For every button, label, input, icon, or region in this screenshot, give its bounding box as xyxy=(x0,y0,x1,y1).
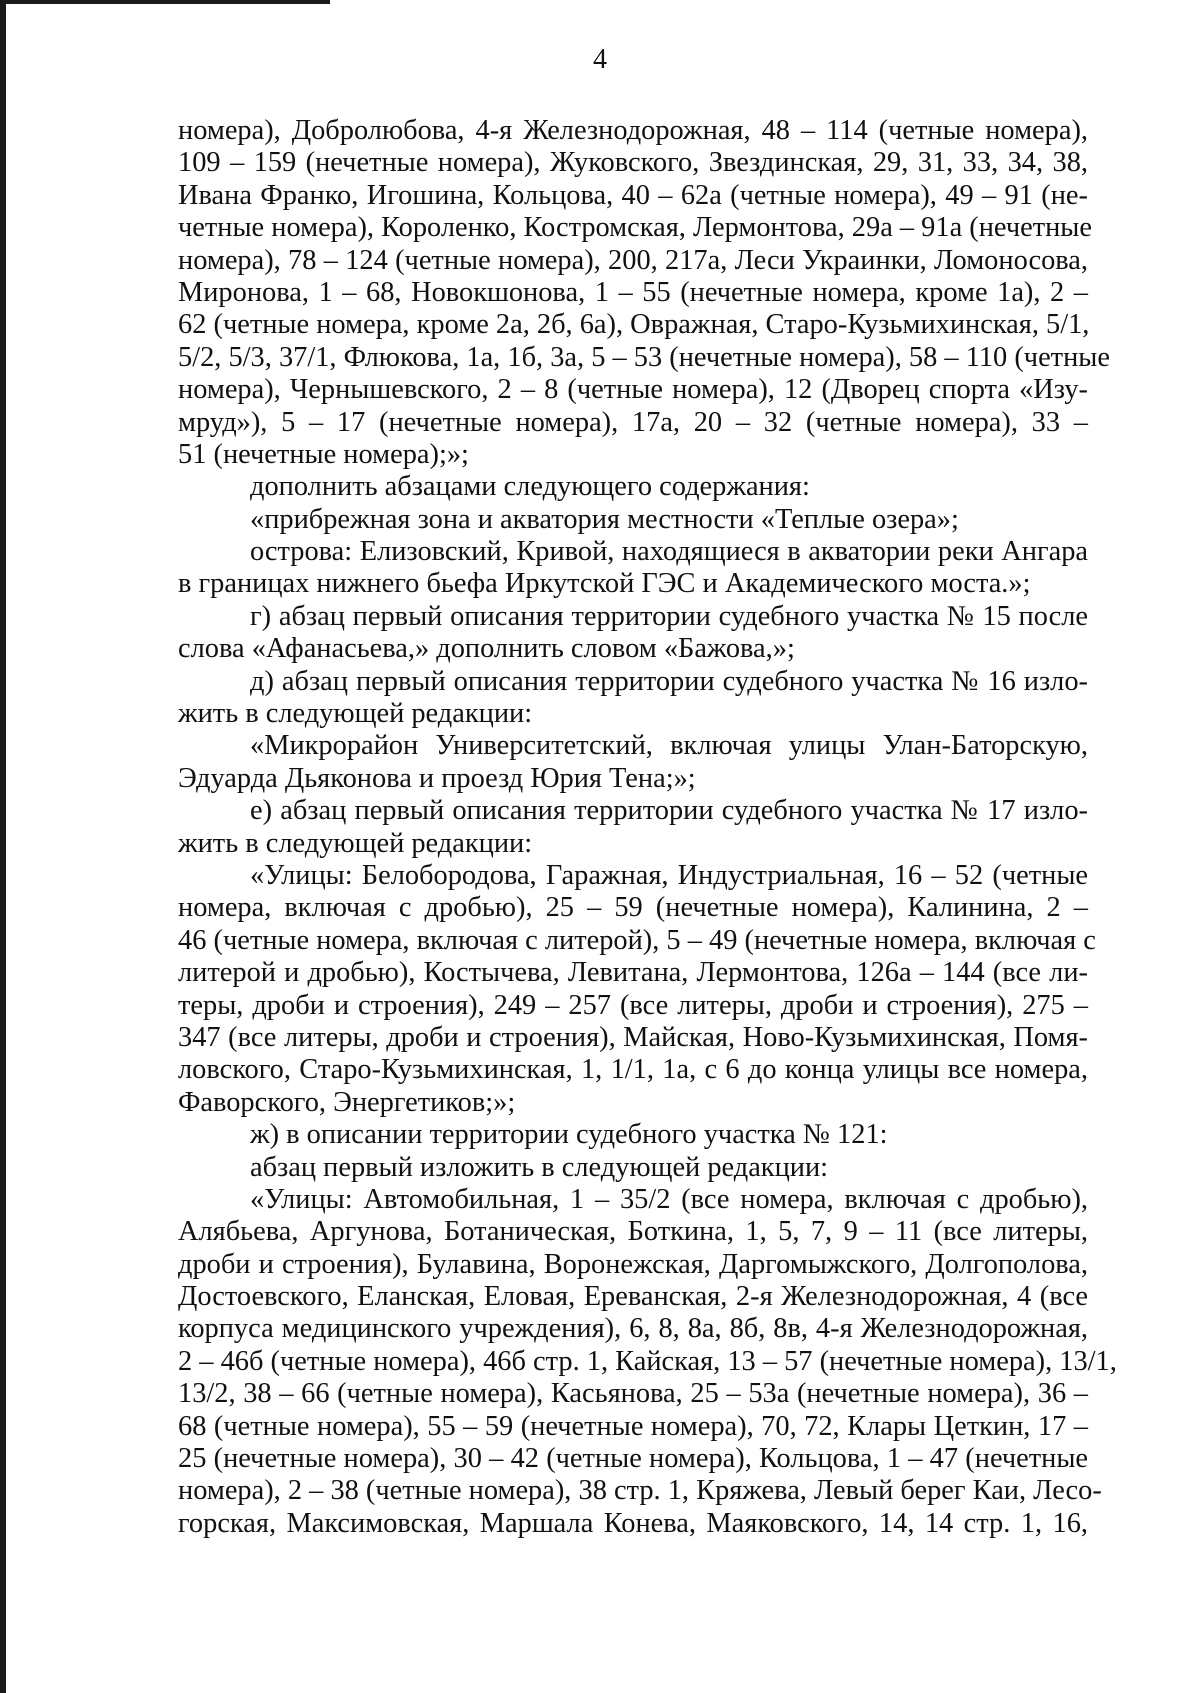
text-line: Алябьева, Аргунова, Ботаническая, Боткина, 1, 5, 7, 9 – 11 (все литеры, xyxy=(178,1216,1088,1248)
text-line: «Улицы: Белобородова, Гаражная, Индустриальная, 16 – 52 (четные xyxy=(250,859,1088,891)
text-line: номера), 78 – 124 (четные номера), 200, 217а, Леси Украинки, Ломоносова, xyxy=(178,244,1088,276)
text-line: 62 (четные номера, кроме 2а, 2б, 6а), Овражная, Старо-Кузьмихинская, 5/1, xyxy=(178,309,1090,341)
text-line: д) абзац первый описания территории судебного участка № 16 изло- xyxy=(250,665,1088,697)
text-line: четные номера), Короленко, Костромская, Лермонтова, 29а – 91а (нечетные xyxy=(178,212,1092,244)
scan-edge-top xyxy=(0,0,330,4)
text-line: номера), 2 – 38 (четные номера), 38 стр. 1, Кряжева, Левый берег Каи, Лесо- xyxy=(178,1475,1102,1507)
text-line: номера, включая с дробью), 25 – 59 (нечетные номера), Калинина, 2 – xyxy=(178,892,1088,924)
text-line: в границах нижнего бьефа Иркутской ГЭС и Академического моста.»; xyxy=(178,568,1031,600)
text-line: корпуса медицинского учреждения), 6, 8, 8а, 8б, 8в, 4-я Железнодорожная, xyxy=(178,1313,1088,1345)
text-line: 46 (четные номера, включая с литерой), 5 – 49 (нечетные номера, включая с xyxy=(178,924,1096,956)
text-line: теры, дроби и строения), 249 – 257 (все литеры, дроби и строения), 275 – xyxy=(178,989,1088,1021)
text-line: «Микрорайон Университетский, включая улицы Улан-Баторскую, xyxy=(250,730,1088,762)
text-line: 2 – 46б (четные номера), 46б стр. 1, Кайская, 13 – 57 (нечетные номера), 13/1, xyxy=(178,1345,1117,1377)
text-line: горская, Максимовская, Маршала Конева, Маяковского, 14, 14 стр. 1, 16, xyxy=(178,1507,1088,1539)
text-line: «Улицы: Автомобильная, 1 – 35/2 (все номера, включая с дробью), xyxy=(250,1183,1088,1215)
text-line: 68 (четные номера), 55 – 59 (нечетные номера), 70, 72, Клары Цеткин, 17 – xyxy=(178,1410,1088,1442)
text-line: номера), Добролюбова, 4-я Железнодорожная, 48 – 114 (четные номера), xyxy=(178,115,1088,146)
text-line: Миронова, 1 – 68, Новокшонова, 1 – 55 (нечетные номера, кроме 1а), 2 – xyxy=(178,276,1088,308)
text-line: г) абзац первый описания территории судебного участка № 15 после xyxy=(250,600,1088,632)
text-line: 13/2, 38 – 66 (четные номера), Касьянова, 25 – 53а (нечетные номера), 36 – xyxy=(178,1378,1088,1410)
text-line: ловского, Старо-Кузьмихинская, 1, 1/1, 1а, с 6 до конца улицы все номера, xyxy=(178,1054,1088,1086)
page-number: 4 xyxy=(593,44,607,75)
text-line: 25 (нечетные номера), 30 – 42 (четные номера), Кольцова, 1 – 47 (нечетные xyxy=(178,1443,1088,1475)
text-line: дроби и строения), Булавина, Воронежская, Даргомыжского, Долгополова, xyxy=(178,1248,1088,1280)
text-line: литерой и дробью), Костычева, Левитана, Лермонтова, 126а – 144 (все ли- xyxy=(178,957,1088,989)
text-line: «прибрежная зона и акватория местности «Теплые озера»; xyxy=(250,503,959,535)
text-line: Достоевского, Еланская, Еловая, Ереванская, 2-я Железнодорожная, 4 (все xyxy=(178,1281,1088,1313)
text-line: слова «Афанасьева,» дополнить словом «Бажова,»; xyxy=(178,633,795,665)
text-line: 347 (все литеры, дроби и строения), Майская, Ново-Кузьмихинская, Помя- xyxy=(178,1021,1088,1053)
text-line: дополнить абзацами следующего содержания: xyxy=(250,471,810,503)
text-line: е) абзац первый описания территории судебного участка № 17 изло- xyxy=(250,795,1088,827)
text-line: мруд»), 5 – 17 (нечетные номера), 17а, 20 – 32 (четные номера), 33 – xyxy=(178,406,1088,438)
text-line: Эдуарда Дьяконова и проезд Юрия Тена;»; xyxy=(178,762,696,794)
body-text xyxy=(178,115,1117,1540)
text-line: Фаворского, Энергетиков;»; xyxy=(178,1086,516,1118)
text-line: жить в следующей редакции: xyxy=(178,698,533,730)
text-line: 51 (нечетные номера);»; xyxy=(178,438,469,470)
scan-edge-left xyxy=(0,0,6,1693)
text-line: 109 – 159 (нечетные номера), Жуковского, Звездинская, 29, 31, 33, 34, 38, xyxy=(178,147,1088,179)
text-line: абзац первый изложить в следующей редакции: xyxy=(250,1151,829,1183)
text-line: острова: Елизовский, Кривой, находящиеся в акватории реки Ангара xyxy=(250,536,1088,568)
text-line: ж) в описании территории судебного участка № 121: xyxy=(250,1119,888,1151)
text-line: номера), Чернышевского, 2 – 8 (четные номера), 12 (Дворец спорта «Изу- xyxy=(178,374,1088,406)
text-line: Ивана Франко, Игошина, Кольцова, 40 – 62а (четные номера), 49 – 91 (не- xyxy=(178,179,1088,211)
text-line: 5/2, 5/3, 37/1, Флюкова, 1а, 1б, 3а, 5 – 53 (нечетные номера), 58 – 110 (четные xyxy=(178,341,1110,373)
text-line: жить в следующей редакции: xyxy=(178,827,533,859)
